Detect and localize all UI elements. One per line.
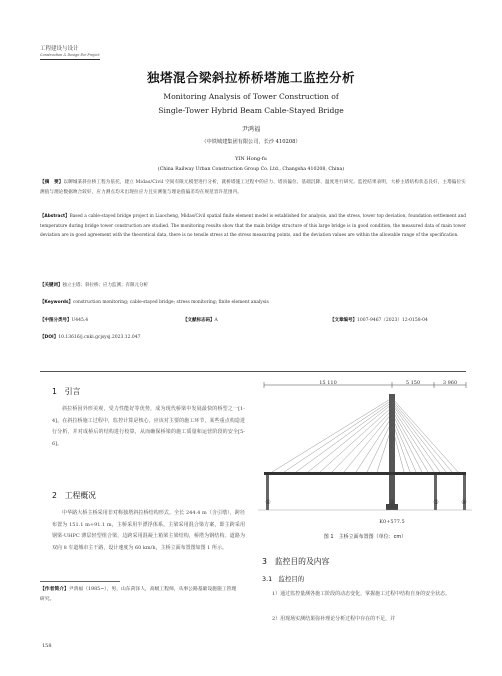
author-cn: 尹鸿福 [241, 126, 261, 133]
keywords-cn-label: 【关键词】 [40, 283, 63, 288]
abstract-cn-label: 【摘 要】 [40, 180, 64, 185]
station-label: K0+577.5 [379, 519, 405, 525]
doc-code: 【文献标志码】A [183, 318, 218, 323]
affiliation-en: (China Railway Urban Construction Group Co. Ltd., Changsha 410208, China) [157, 167, 345, 172]
footnote-label: 【作者简介】 [40, 587, 69, 592]
section1-heading: 1 引言 [52, 387, 81, 396]
title-cn: 独塔混合梁斜拉桥桥塔施工监控分析 [146, 70, 355, 85]
bridge-tower [386, 394, 398, 510]
pier-label-4: ④ [461, 499, 467, 506]
abstract-cn-text: 以聊城某斜拉桥工程为依托，建立 Midas/Civil 空间有限元模型进行分析，就桥塔施工过程中的应力、塔顶偏位、基础沉降、温度进行研究。监控结果表明，大桥主塔结构状态良好，主塔偏位实测值与理论数据吻合较好，应力测点均未出现拉应力且实测值与理论值偏差均在规范容许范围内。 [40, 180, 466, 195]
pier-label-2: ② [389, 499, 395, 506]
figure1-caption: 图 1 主桥立面布置图（单位：cm） [323, 534, 407, 540]
section2-heading: 2 工程概况 [52, 491, 96, 500]
stay-cables [272, 398, 458, 472]
abstract-en-text: Based a cable-stayed bridge project in Liaocheng, Midas/Civil spatial finite element model is established for analysis, and the stress, tower top deviation, foundation settlement and temperature during bridge tower construction are studied. The monitoring results show that the main bridge structure of this large bridge is in good condition, the measured data of main tower deviation are in good agreement with the theoretical data, there is no tensile stress at the stress measuring points, and the deviation values are within the allowable range of the specification. [40, 214, 466, 239]
author-bio-footnote [40, 585, 240, 605]
keywords-en [40, 298, 466, 308]
header-rule [40, 59, 100, 60]
dimension-line [264, 382, 466, 388]
affiliation-cn: （中铁城建集团有限公司，长沙 410208） [201, 139, 301, 145]
pier-label-3: ③ [433, 499, 439, 506]
section2-paragraph: 中华路大桥主桥采用非对称独塔斜拉桥结构形式。全长 244.4 m（含引墩），跨径布置为 151.1 m+91.1 m，主桥采用半漂浮体系，主梁采用混合梁方案，即主跨采用钢梁-UHPC 薄层轻型组合梁，边跨采用混凝土箱梁主梁结构，桥塔为钢结构。道路为双向 8 车道城市主干路，设计速度为 60 km/h，主桥立面布置图如图 1 所示。 [52, 510, 245, 552]
dim-mid-label: 5 150 [405, 380, 421, 386]
keywords-en-text: construction monitoring; cable-stayed bridge; stress monitoring; finite element analysis [72, 300, 269, 305]
doi-value: 10.13616/j.cnki.gcjsysj.2023.12.047 [58, 335, 141, 340]
section1-paragraph: 斜拉桥因外形美观，受力性能好等优势，成为现代桥梁中发展最快的桥型之一[1-4]。在斜拉桥施工过程中，监控计算是核心，应该对主要的施工环节，某些重点构造进行分析，并对成桥后的结构进行校算，从而确保桥梁的施工质量和运营阶段的安全[5-6]。 [52, 406, 245, 448]
abstract-cn [40, 178, 466, 210]
journal-name-en: Construction & Design For Project [40, 53, 100, 57]
article-number: 【文章编号】1007-9467（2023）12-0158-04 [330, 318, 428, 323]
section3-line1: 1）通过监控量测各施工阶段的动态变化，掌握施工过程中结构自身的安全状态。 [272, 591, 451, 597]
abstract-en-label: 【Abstract】 [40, 214, 70, 219]
footnote-rule [40, 581, 120, 582]
page-number: 158 [42, 643, 52, 649]
keywords-en-label: 【Keywords】 [40, 300, 73, 305]
journal-name-cn: 工程建设与设计 [40, 46, 79, 52]
section3-heading: 3 监控目的及内容 [262, 557, 330, 566]
section-divider [40, 371, 466, 372]
abstract-en [40, 212, 466, 274]
title-en-line2: Single-Tower Hybrid Beam Cable-Stayed Bridge [158, 106, 344, 115]
section3-1-heading: 3.1 监控目的 [262, 575, 305, 583]
clc-code: 【中图分类号】U445.4 [40, 318, 89, 323]
keywords-cn [40, 281, 466, 291]
doi-label: 【DOI】 [40, 335, 59, 340]
pier-label-1: ① [265, 499, 271, 506]
dim-left-label: 15 110 [319, 380, 337, 386]
dim-right-label: 3 960 [442, 380, 458, 386]
footnote-text: 尹鸿福（1985~），男，山东菏泽人，高级工程师，从事公路基础设施施工管理研究。 [40, 587, 237, 602]
bridge-deck [264, 472, 466, 475]
keywords-cn-text: 独立主塔；斜拉桥；应力监测；有限元分析 [62, 283, 148, 288]
bridge-elevation-figure [258, 376, 472, 534]
section3-line2: 2）用现场实测结果弥补理论分析过程中存在的不足，并 [272, 616, 396, 622]
title-en-line1: Monitoring Analysis of Tower Construction of [163, 92, 339, 101]
pier-axis-markers [265, 499, 466, 506]
doi-row [40, 333, 466, 343]
author-en: YIN Hong-fu [235, 156, 267, 162]
